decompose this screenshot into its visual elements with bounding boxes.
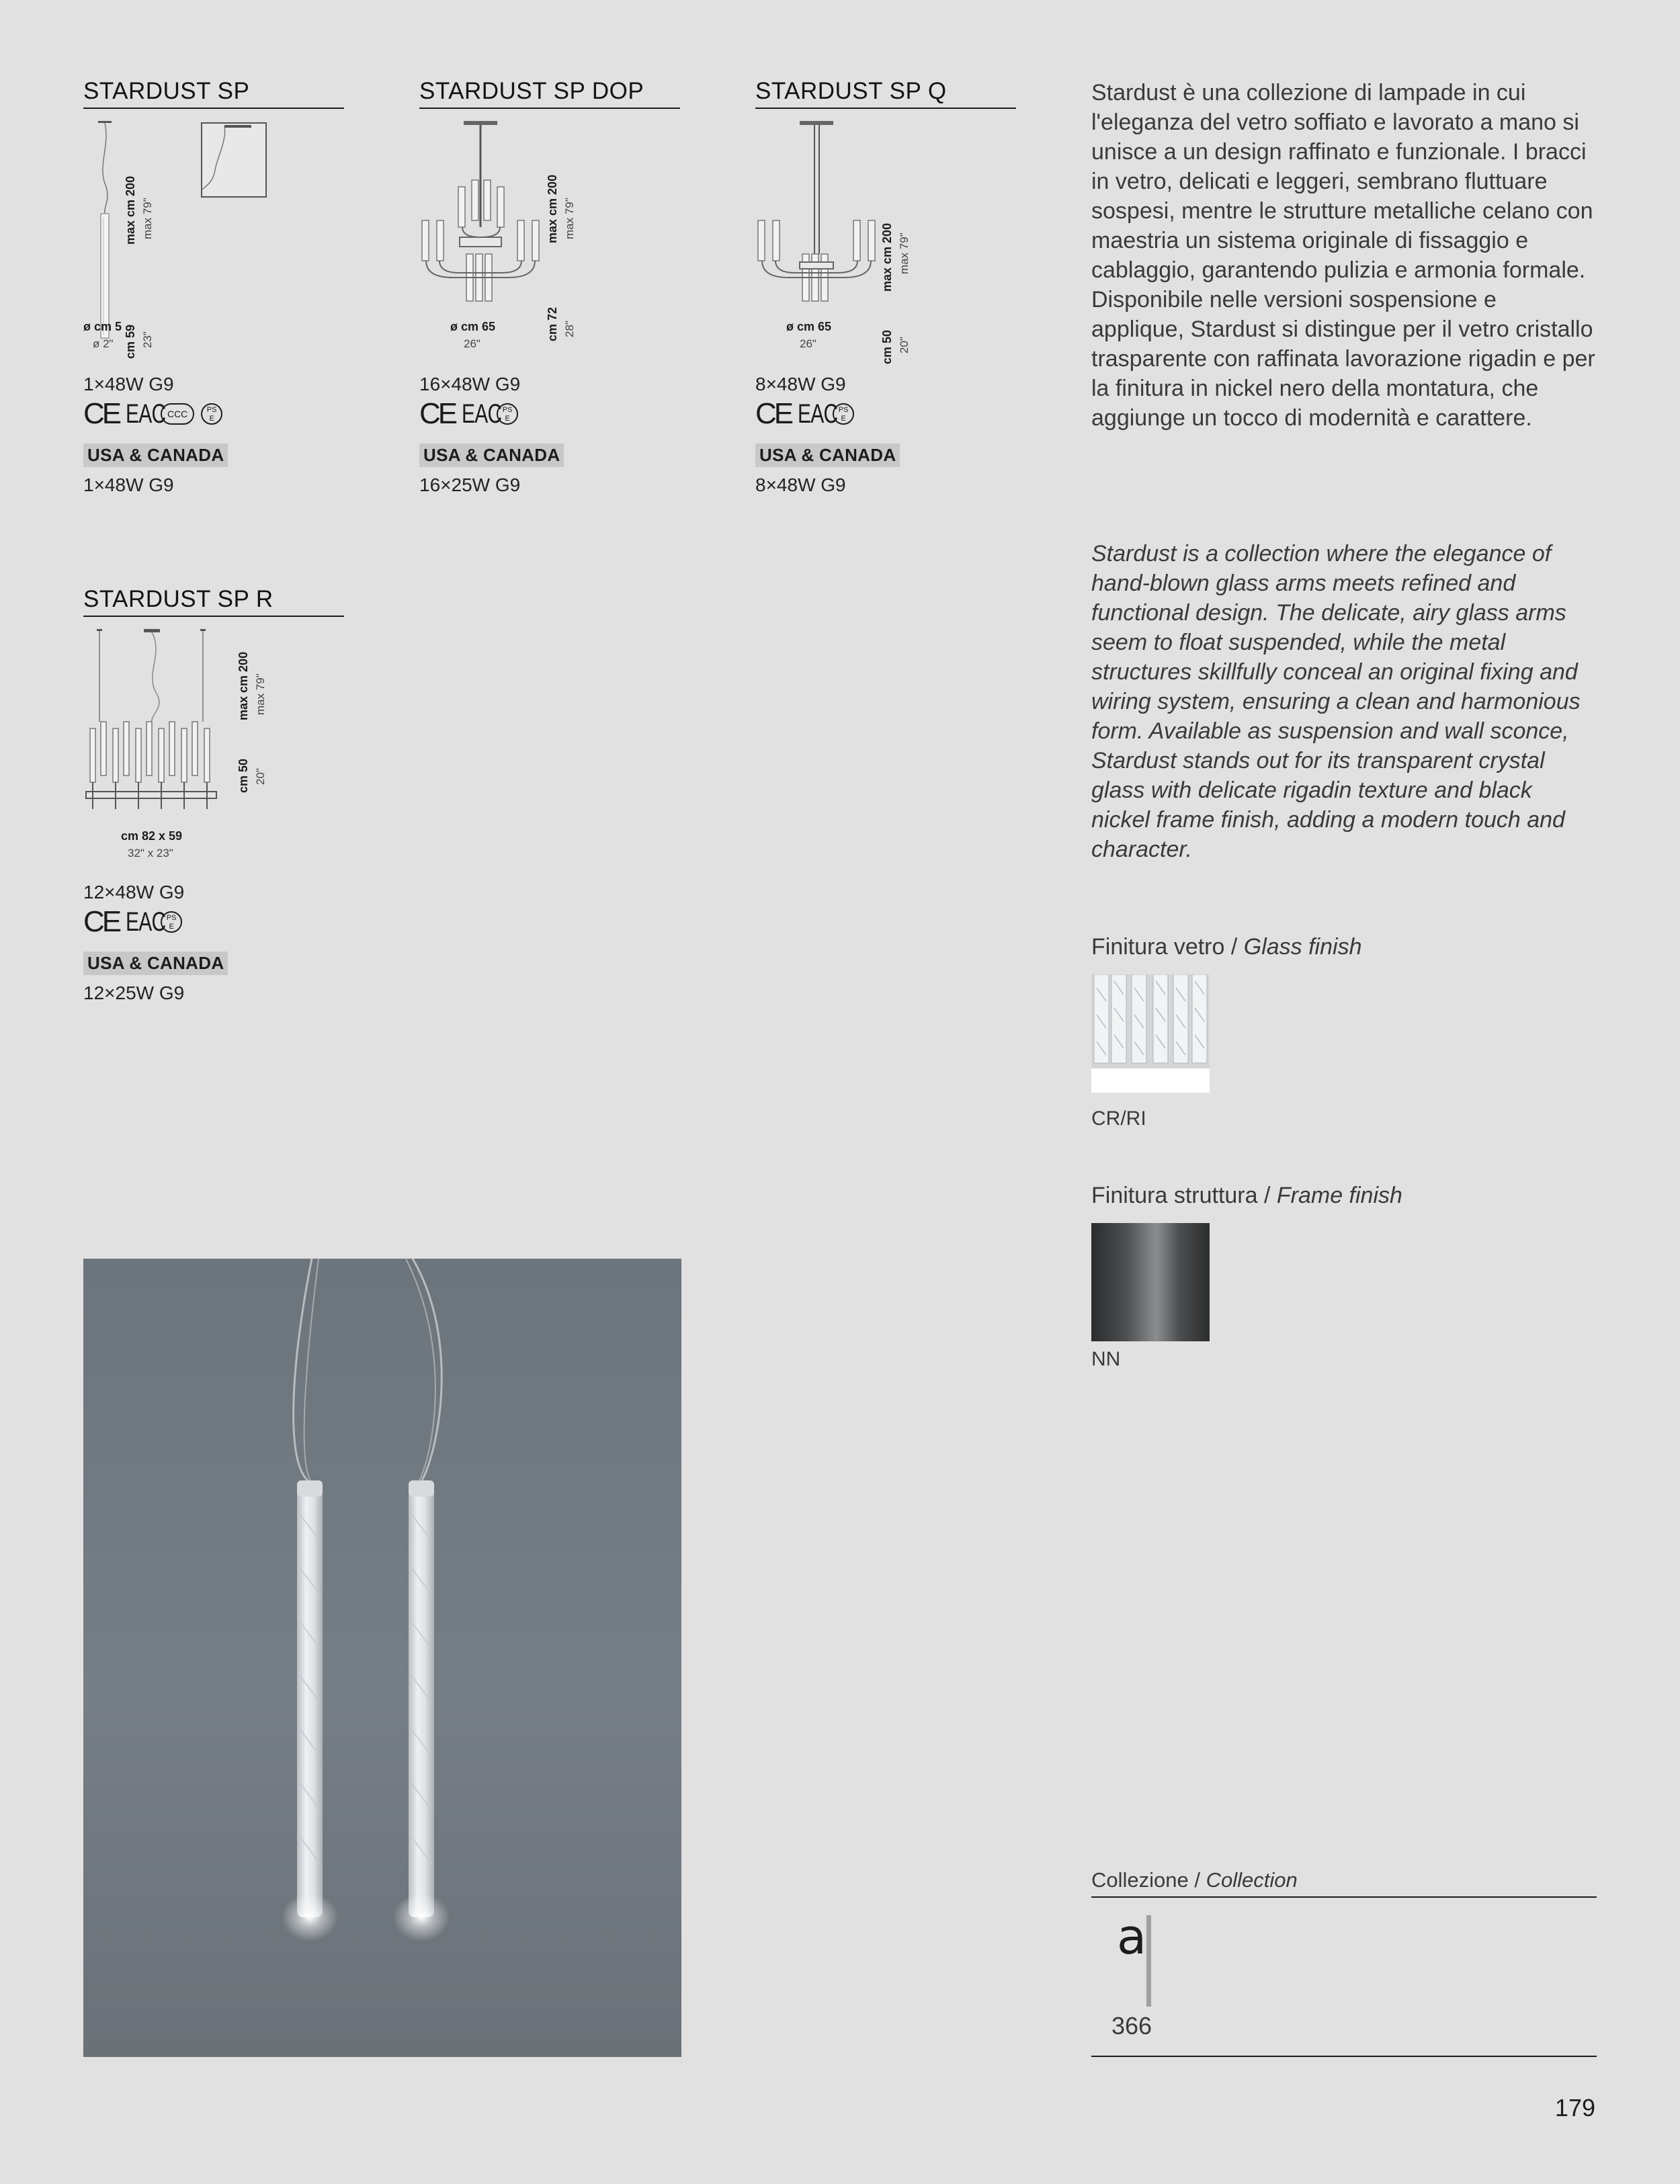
page-number: 179	[1554, 2094, 1595, 2122]
cert-row	[83, 907, 182, 937]
cert-row	[755, 399, 854, 429]
collection-logo-bar	[1146, 1915, 1151, 2007]
dimension-label: cm 82 x 59	[121, 829, 183, 843]
height-max-inch-label: max 79"	[898, 233, 911, 274]
usa-spec: 12×25W G9	[83, 982, 185, 1003]
collection-bottom-rule	[1091, 2056, 1597, 2057]
cert-row	[419, 399, 518, 429]
usa-canada-badge: USA & CANADA	[83, 952, 228, 975]
usa-canada-badge: USA & CANADA	[755, 444, 900, 467]
diameter-inch-label: 26"	[464, 337, 480, 350]
collection-logo-letter: a	[1117, 1908, 1147, 1965]
product-spec: 12×48W G9	[83, 882, 185, 902]
description-english: Stardust is a collection where the elegance of hand-blown glass arms meets refined and functional design. The delicate, airy glass arms seem to float suspended, while the metal structures skillfully conceal an original fixing and wiring system, ensuring a clean and harmonious form. Available as suspension and wall sconce, Stardust stands out for its transparent crystal glass with delicate rigadin texture and black nickel frame finish, adding a modern touch and character.	[1091, 541, 1581, 862]
height-max-label: max cm 200	[237, 651, 250, 720]
diameter-inch-label: 26"	[800, 337, 816, 350]
height-label: cm 72	[546, 306, 559, 341]
glass-finish-title: Finitura vetro / Glass finish	[1091, 934, 1362, 960]
height-inch-label: 20"	[898, 337, 911, 353]
ce-mark-icon: CE	[419, 397, 456, 430]
diameter-label: ø cm 5	[83, 320, 122, 333]
dimension-inch-label: 32" x 23"	[128, 847, 173, 859]
eac-mark-icon: EAC	[462, 399, 502, 429]
product-title: STARDUST SP Q	[755, 78, 1016, 109]
description-italian: Stardust è una collezione di lampade in cui l'eleganza del vetro soffiato e lavorato a mano si unisce a un design raffinato e funzionale. I bracci in vetro, delicati e leggeri, sembrano fluttuare sospesi, mentre le strutture metalliche celano con maestria un sistema originale di fissaggio e cablaggio, garantendo pulizia e armonia formale. Disponibile nelle versioni sospensione e applique, Stardust si distingue per il vetro cristallo trasparente con raffinata lavorazione rigadin e per la finitura in nickel nero della montatura, che aggiunge un tocco di modernità e carattere.	[1091, 80, 1595, 431]
product-spec: 8×48W G9	[755, 374, 846, 394]
pse-mark-icon: PS E	[497, 403, 518, 425]
ce-mark-icon: CE	[83, 397, 120, 430]
product-stardust-sp-r	[83, 586, 345, 1016]
product-photo	[83, 1259, 681, 2057]
diameter-inch-label: ø 2"	[93, 337, 114, 350]
ce-mark-icon: CE	[755, 397, 792, 430]
height-inch-label: 28"	[563, 321, 576, 337]
diameter-label: ø cm 65	[450, 320, 496, 333]
pse-mark-icon: PS E	[161, 911, 182, 933]
pse-mark-icon: PS E	[833, 403, 854, 425]
ce-mark-icon: CE	[83, 905, 120, 938]
height-inch-label: 23"	[141, 331, 154, 348]
pendant-lamps-image	[83, 1259, 681, 2057]
usa-spec: 16×25W G9	[419, 474, 521, 495]
ccc-mark-icon: CCC	[161, 403, 194, 425]
product-drawing	[83, 120, 345, 362]
eac-mark-icon: EAC	[126, 399, 166, 429]
pse-mark-icon: PS E	[201, 403, 222, 425]
height-label: cm 50	[880, 329, 894, 364]
frame-finish-swatch	[1091, 1223, 1210, 1341]
product-title: STARDUST SP DOP	[419, 78, 680, 109]
usa-canada-badge: USA & CANADA	[419, 444, 564, 467]
product-stardust-sp	[83, 78, 345, 508]
glass-finish-swatch	[1091, 974, 1210, 1093]
product-stardust-sp-dop	[419, 78, 681, 508]
height-label: cm 59	[124, 324, 137, 359]
height-max-label: max cm 200	[546, 174, 559, 243]
height-max-inch-label: max 79"	[254, 673, 267, 715]
product-spec: 16×48W G9	[419, 374, 521, 394]
product-title: STARDUST SP	[83, 78, 344, 109]
height-max-inch-label: max 79"	[563, 198, 576, 239]
eac-mark-icon: EAC	[798, 399, 838, 429]
height-max-label: max cm 200	[124, 175, 137, 245]
eac-mark-icon: EAC	[126, 907, 166, 937]
height-max-label: max cm 200	[880, 222, 894, 292]
usa-spec: 8×48W G9	[755, 474, 846, 495]
height-inch-label: 20"	[254, 768, 267, 785]
frame-finish-code: NN	[1091, 1348, 1121, 1370]
collection-page-ref: 366	[1111, 2012, 1152, 2040]
usa-spec: 1×48W G9	[83, 474, 174, 495]
glass-finish-code: CR/RI	[1091, 1107, 1146, 1130]
product-stardust-sp-q	[755, 78, 1017, 508]
cert-row	[83, 399, 222, 429]
product-spec: 1×48W G9	[83, 374, 174, 394]
height-label: cm 50	[237, 758, 250, 793]
height-max-inch-label: max 79"	[141, 198, 154, 239]
product-title: STARDUST SP R	[83, 586, 344, 617]
usa-canada-badge: USA & CANADA	[83, 444, 228, 467]
diameter-label: ø cm 65	[786, 320, 832, 333]
collection-title: Collezione / Collection	[1091, 1868, 1597, 1898]
product-drawing	[83, 628, 345, 829]
glass-rigadin-texture	[1091, 974, 1210, 1093]
frame-finish-title: Finitura struttura / Frame finish	[1091, 1183, 1402, 1208]
collection-logo	[1113, 1908, 1153, 2007]
